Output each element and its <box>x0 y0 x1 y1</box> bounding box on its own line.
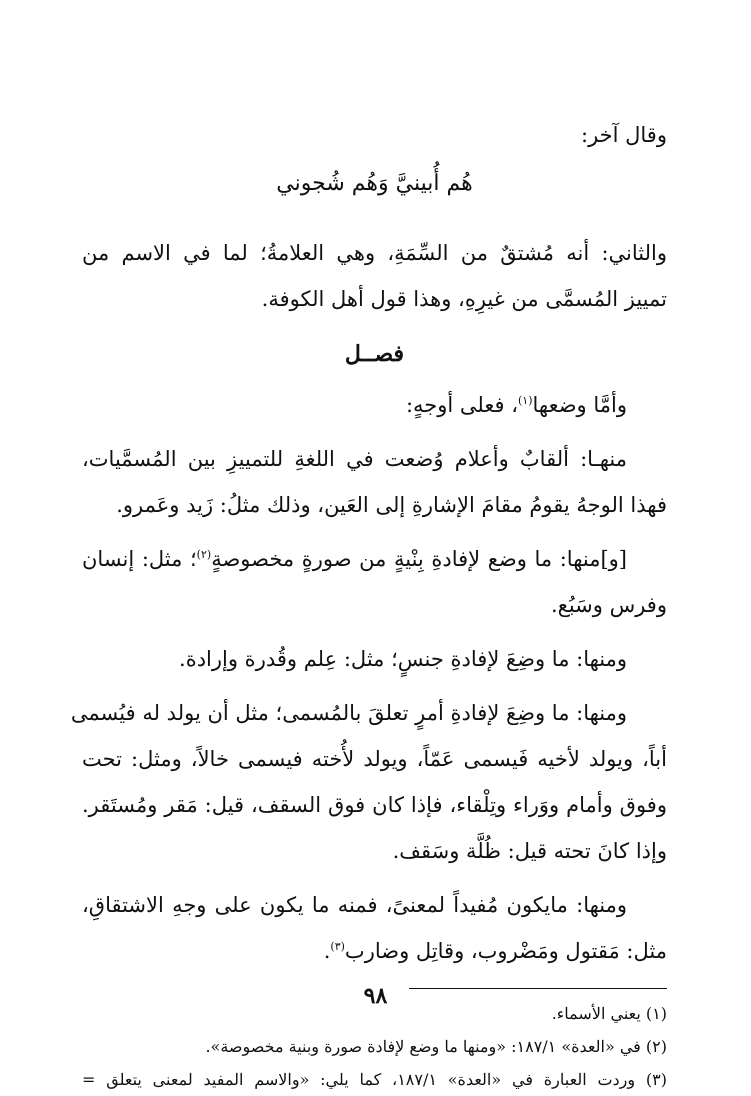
intro-line: وقال آخر: <box>581 123 667 147</box>
footnote-1: (١) يعني الأسماء. <box>551 1004 667 1023</box>
paragraph-mufid-tail: . <box>323 939 331 963</box>
paragraph-binya-tail: ؛ مثل: إنسان <box>82 547 197 571</box>
paragraph-amr-line-1: ومنها: ما وضِعَ لإفادةِ أمرٍ تعلقَ بالمُسمى؛ مثل أن يولد له فيُسمى <box>70 701 627 725</box>
footnote-3: (٣) وردت العبارة في «العدة» ١٨٧/١، كما يلي: «والاسم المفيد لمعنى يتعلق = <box>82 1070 667 1089</box>
paragraph-binya-line-2: وفرس وسَبُع. <box>550 593 667 617</box>
footnote-ref-3: (٣) <box>330 940 345 953</box>
paragraph-amr-line-2: أباً، ويولد لأخيه فَيسمى عَمّاً، ويولد لأُخته فيسمى خالاً، ومثل: تحت <box>82 747 667 771</box>
footnote-2: (٢) في «العدة» ١٨٧/١: «ومنها ما وضع لإفادة صورة وبنية مخصوصة». <box>205 1037 667 1056</box>
poetry-verse: هُم أُبينيَّ وَهُم شُجوني <box>276 171 473 196</box>
footnote-ref-1: (١) <box>518 394 533 407</box>
page-number: ٩٨ <box>363 983 388 1009</box>
paragraph-jins: ومنها: ما وضِعَ لإفادةِ جنسٍ؛ مثل: عِلم وقُدرة وإرادة. <box>179 647 627 671</box>
paragraph-alqab-line-1: منهـا: ألقابٌ وأعلام وُضعت في اللغةِ للتمييزِ بين المُسمَّيات، <box>82 447 627 471</box>
section-heading-text: فصــل <box>344 341 405 367</box>
paragraph-amr-line-3: وفوق وأمام ووَراء وتِلْقاء، فإذا كان فوق السقف، قيل: مَقر ومُستَقر. <box>82 793 667 817</box>
paragraph-alqab-line-2: فهذا الوجهُ يقومُ مقامَ الإشارةِ إلى العَين، وذلك مثلُ: زَيد وعَمرو. <box>116 493 667 517</box>
paragraph-wad <box>82 382 667 428</box>
paragraph-thani-line-2: تمييز المُسمَّى من غيرِهِ، وهذا قول أهل الكوفة. <box>261 287 667 311</box>
paragraph-thani-line-1: والثاني: أنه مُشتقٌ من السِّمَةِ، وهي العلامةُ؛ لما في الاسم من <box>82 241 667 265</box>
paragraph-wad-text: وأمَّا وضعها <box>532 393 627 417</box>
paragraph-mufid-text: مثل: مَقتول ومَضْروب، وقاتِل وضارب <box>344 939 667 963</box>
paragraph-mufid-line-1: ومنها: مايكون مُفيداً لمعنىً، فمنه ما يكون على وجهِ الاشتقاقِ، <box>82 893 627 917</box>
paragraph-mufid-line-2 <box>82 928 667 974</box>
paragraph-binya-line-1 <box>82 536 667 582</box>
paragraph-wad-tail: ، فعلى أوجهٍ: <box>405 393 518 417</box>
paragraph-binya-text: [و]منها: ما وضع لإفادةِ بِنْيةٍ من صورةٍ مخصوصةٍ <box>211 547 627 571</box>
paragraph-amr-line-4: وإذا كانَ تحته قيل: ظُلَّة وسَقف. <box>392 839 667 863</box>
section-heading <box>82 326 667 382</box>
footnote-ref-2: (٢) <box>196 548 212 561</box>
